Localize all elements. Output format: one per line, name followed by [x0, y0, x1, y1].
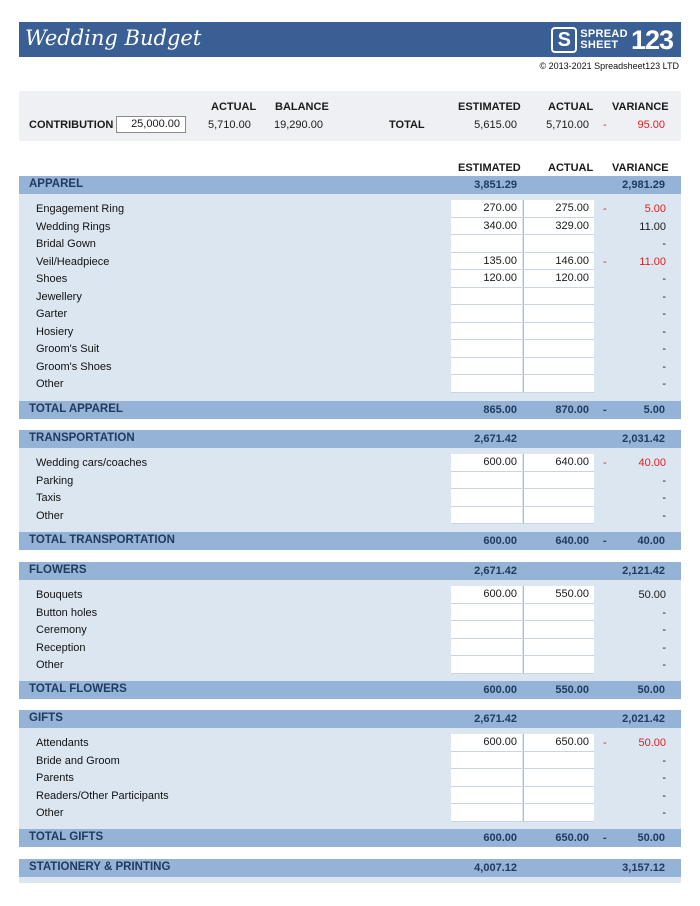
total-variance-sign: - — [603, 404, 607, 416]
variance-value: - — [662, 308, 666, 320]
budget-item-row — [19, 472, 681, 490]
item-name: Attendants — [36, 737, 89, 749]
actual-input[interactable] — [523, 639, 594, 657]
logo-word-spread: SPREAD — [580, 28, 628, 40]
section-estimated: 2,671.42 — [474, 565, 517, 577]
estimated-input[interactable]: 340.00 — [451, 218, 522, 236]
section-estimated: 3,851.29 — [474, 179, 517, 191]
variance-value: - — [662, 509, 666, 522]
budget-item-row — [19, 639, 681, 657]
item-name: Groom's Suit — [36, 343, 100, 355]
summary-actual2-value: 5,710.00 — [546, 119, 589, 131]
actual-input[interactable]: 650.00 — [523, 734, 594, 752]
section-variance: 2,021.42 — [622, 713, 665, 725]
item-name: Engagement Ring — [36, 203, 125, 215]
total-actual: 870.00 — [555, 404, 589, 416]
estimated-input[interactable] — [451, 235, 522, 253]
total-actual: 640.00 — [555, 535, 589, 547]
total-actual: 550.00 — [555, 684, 589, 696]
column-header-estimated: ESTIMATED — [458, 162, 521, 174]
section-body-flowers — [19, 580, 681, 681]
actual-input[interactable]: 146.00 — [523, 253, 594, 271]
estimated-input[interactable] — [451, 358, 522, 376]
item-name: Bouquets — [36, 589, 83, 601]
total-variance: 50.00 — [637, 684, 665, 696]
logo-s-mark: S — [551, 27, 577, 53]
budget-item-row — [19, 656, 681, 674]
actual-input[interactable] — [523, 358, 594, 376]
variance-value: - — [662, 325, 666, 338]
actual-input[interactable] — [523, 656, 594, 674]
variance-value: - — [662, 606, 666, 619]
summary-balance-header: BALANCE — [275, 101, 329, 113]
section-variance: 3,157.12 — [622, 862, 665, 874]
logo-number: 123 — [630, 25, 673, 55]
total-label: TOTAL TRANSPORTATION — [29, 534, 175, 546]
total-variance-sign: - — [603, 832, 607, 844]
total-label: TOTAL GIFTS — [29, 831, 104, 843]
column-header-actual: ACTUAL — [548, 162, 594, 174]
actual-input[interactable] — [523, 507, 594, 525]
variance-value: - — [662, 360, 666, 373]
estimated-input[interactable] — [451, 621, 522, 639]
budget-item-row — [19, 375, 681, 393]
total-actual: 650.00 — [555, 832, 589, 844]
section-total-transportation — [19, 532, 681, 550]
page-title: Wedding Budget — [25, 26, 202, 50]
estimated-input[interactable] — [451, 639, 522, 657]
actual-input[interactable]: 275.00 — [523, 200, 594, 218]
column-header-variance: VARIANCE — [612, 162, 669, 174]
actual-input[interactable] — [523, 489, 594, 507]
total-label: TOTAL APPAREL — [29, 403, 123, 415]
variance-value: 11.00 — [639, 255, 666, 268]
estimated-input[interactable] — [451, 804, 522, 822]
budget-item-row — [19, 586, 681, 604]
actual-input[interactable] — [523, 787, 594, 805]
item-name: Groom's Shoes — [36, 360, 112, 373]
budget-item-row — [19, 235, 681, 253]
budget-item-row — [19, 604, 681, 622]
actual-input[interactable] — [523, 323, 594, 341]
budget-item-row — [19, 804, 681, 822]
total-label: TOTAL FLOWERS — [29, 683, 127, 695]
item-name: Other — [36, 807, 64, 819]
variance-value: - — [662, 807, 666, 819]
section-estimated: 4,007.12 — [474, 862, 517, 874]
variance-value: - — [662, 238, 666, 250]
total-variance: 5.00 — [643, 404, 665, 416]
section-total-flowers — [19, 681, 681, 699]
actual-input[interactable] — [523, 804, 594, 822]
section-body-apparel — [19, 194, 681, 401]
budget-item-row — [19, 621, 681, 639]
budget-item-row — [19, 270, 681, 288]
actual-input[interactable] — [523, 769, 594, 787]
section-estimated: 2,671.42 — [474, 713, 517, 725]
estimated-input[interactable] — [451, 340, 522, 358]
summary-variance-sign: - — [603, 119, 607, 131]
budget-item-row — [19, 253, 681, 271]
total-estimated: 600.00 — [483, 832, 517, 844]
summary-variance-header: VARIANCE — [612, 101, 669, 113]
budget-item-row — [19, 507, 681, 525]
estimated-input[interactable] — [451, 787, 522, 805]
actual-input[interactable] — [523, 752, 594, 770]
estimated-input[interactable]: 120.00 — [451, 270, 522, 288]
variance-sign: - — [603, 203, 607, 215]
total-estimated: 600.00 — [483, 684, 517, 696]
variance-value: - — [662, 474, 666, 487]
item-name: Parking — [36, 474, 74, 487]
estimated-input[interactable] — [451, 305, 522, 323]
budget-item-row — [19, 454, 681, 472]
item-name: Shoes — [36, 273, 68, 285]
item-name: Wedding cars/coaches — [36, 457, 148, 469]
actual-input[interactable]: 120.00 — [523, 270, 594, 288]
budget-item-row — [19, 200, 681, 218]
contribution-label: CONTRIBUTION — [29, 119, 114, 131]
variance-value: - — [662, 492, 666, 504]
item-name: Reception — [36, 641, 86, 654]
estimated-input[interactable] — [451, 472, 522, 490]
section-variance: 2,121.42 — [622, 565, 665, 577]
summary-variance-value: 95.00 — [637, 119, 665, 131]
variance-value: - — [662, 343, 666, 355]
section-estimated: 2,671.42 — [474, 433, 517, 445]
spreadsheet123-logo — [551, 27, 673, 53]
summary-estimated-header: ESTIMATED — [458, 101, 521, 113]
summary-balance-value: 19,290.00 — [274, 119, 323, 131]
variance-value: - — [662, 754, 666, 767]
section-total-gifts — [19, 829, 681, 847]
variance-value: - — [662, 290, 666, 303]
budget-item-row — [19, 358, 681, 376]
item-name: Other — [36, 509, 64, 522]
budget-item-row — [19, 340, 681, 358]
section-body-gifts — [19, 728, 681, 829]
actual-input[interactable] — [523, 235, 594, 253]
copyright-link[interactable]: © 2013-2021 Spreadsheet123 LTD — [539, 61, 679, 71]
actual-input[interactable] — [523, 472, 594, 490]
variance-value: - — [662, 641, 666, 654]
item-name: Parents — [36, 772, 74, 784]
section-header-flowers — [19, 562, 681, 580]
item-name: Bridal Gown — [36, 238, 96, 250]
summary-total-label: TOTAL — [389, 119, 425, 131]
section-header-stationery — [19, 859, 681, 877]
budget-item-row — [19, 769, 681, 787]
estimated-input[interactable]: 600.00 — [451, 586, 522, 604]
variance-sign: - — [603, 457, 607, 469]
total-estimated: 865.00 — [483, 404, 517, 416]
total-variance: 40.00 — [637, 535, 665, 547]
item-name: Other — [36, 659, 64, 671]
section-header-transportation — [19, 430, 681, 448]
section-variance: 2,031.42 — [622, 433, 665, 445]
section-title: APPAREL — [29, 178, 84, 190]
actual-input[interactable]: 640.00 — [523, 454, 594, 472]
item-name: Ceremony — [36, 624, 87, 636]
estimated-input[interactable] — [451, 375, 522, 393]
summary-actual2-header: ACTUAL — [548, 101, 594, 113]
variance-value: 5.00 — [644, 203, 666, 215]
item-name: Hosiery — [36, 325, 74, 338]
variance-value: - — [662, 659, 666, 671]
contribution-input[interactable]: 25,000.00 — [116, 116, 186, 133]
estimated-input[interactable] — [451, 604, 522, 622]
item-name: Button holes — [36, 606, 98, 619]
estimated-input[interactable] — [451, 288, 522, 306]
budget-item-row — [19, 323, 681, 341]
budget-item-row — [19, 734, 681, 752]
item-name: Garter — [36, 308, 68, 320]
estimated-input[interactable] — [451, 507, 522, 525]
section-title: TRANSPORTATION — [29, 432, 135, 444]
summary-actual-header: ACTUAL — [211, 101, 257, 113]
section-total-apparel — [19, 401, 681, 419]
total-variance: 50.00 — [637, 832, 665, 844]
section-title: FLOWERS — [29, 564, 87, 576]
actual-input[interactable] — [523, 305, 594, 323]
item-name: Other — [36, 378, 64, 390]
item-name: Readers/Other Participants — [36, 789, 169, 802]
actual-input[interactable] — [523, 288, 594, 306]
budget-item-row — [19, 218, 681, 236]
variance-value: 50.00 — [638, 589, 666, 601]
variance-value: 40.00 — [638, 457, 666, 469]
estimated-input[interactable] — [451, 752, 522, 770]
estimated-input[interactable] — [451, 489, 522, 507]
actual-input[interactable] — [523, 375, 594, 393]
section-body-stationery — [19, 877, 681, 883]
section-title: GIFTS — [29, 712, 63, 724]
actual-input[interactable] — [523, 340, 594, 358]
estimated-input[interactable] — [451, 656, 522, 674]
variance-value: - — [662, 624, 666, 636]
budget-item-row — [19, 752, 681, 770]
summary-estimated-value: 5,615.00 — [474, 119, 517, 131]
summary-actual-value: 5,710.00 — [208, 119, 251, 131]
budget-item-row — [19, 288, 681, 306]
title-banner — [19, 22, 681, 57]
variance-value: - — [662, 772, 666, 784]
item-name: Taxis — [36, 492, 62, 504]
section-header-gifts — [19, 710, 681, 728]
variance-value: - — [662, 789, 666, 802]
summary-panel — [19, 91, 681, 141]
variance-sign: - — [603, 255, 607, 268]
budget-item-row — [19, 489, 681, 507]
item-name: Wedding Rings — [36, 220, 111, 233]
variance-value: 50.00 — [638, 737, 666, 749]
estimated-input[interactable] — [451, 769, 522, 787]
section-title: STATIONERY & PRINTING — [29, 861, 171, 873]
section-header-apparel — [19, 176, 681, 194]
budget-item-row — [19, 305, 681, 323]
item-name: Veil/Headpiece — [36, 255, 110, 268]
estimated-input[interactable]: 270.00 — [451, 200, 522, 218]
budget-item-row — [19, 787, 681, 805]
section-variance: 2,981.29 — [622, 179, 665, 191]
item-name: Jewellery — [36, 290, 82, 303]
total-estimated: 600.00 — [483, 535, 517, 547]
section-body-transportation — [19, 448, 681, 532]
variance-value: - — [662, 273, 666, 285]
total-variance-sign: - — [603, 535, 607, 547]
variance-value: - — [662, 378, 666, 390]
estimated-input[interactable] — [451, 323, 522, 341]
logo-word-sheet: SHEET — [580, 39, 619, 51]
estimated-input[interactable]: 600.00 — [451, 734, 522, 752]
actual-input[interactable]: 550.00 — [523, 586, 594, 604]
actual-input[interactable]: 329.00 — [523, 218, 594, 236]
item-name: Bride and Groom — [36, 754, 120, 767]
actual-input[interactable] — [523, 621, 594, 639]
estimated-input[interactable]: 600.00 — [451, 454, 522, 472]
variance-value: 11.00 — [639, 220, 666, 233]
variance-sign: - — [603, 737, 607, 749]
estimated-input[interactable]: 135.00 — [451, 253, 522, 271]
actual-input[interactable] — [523, 604, 594, 622]
